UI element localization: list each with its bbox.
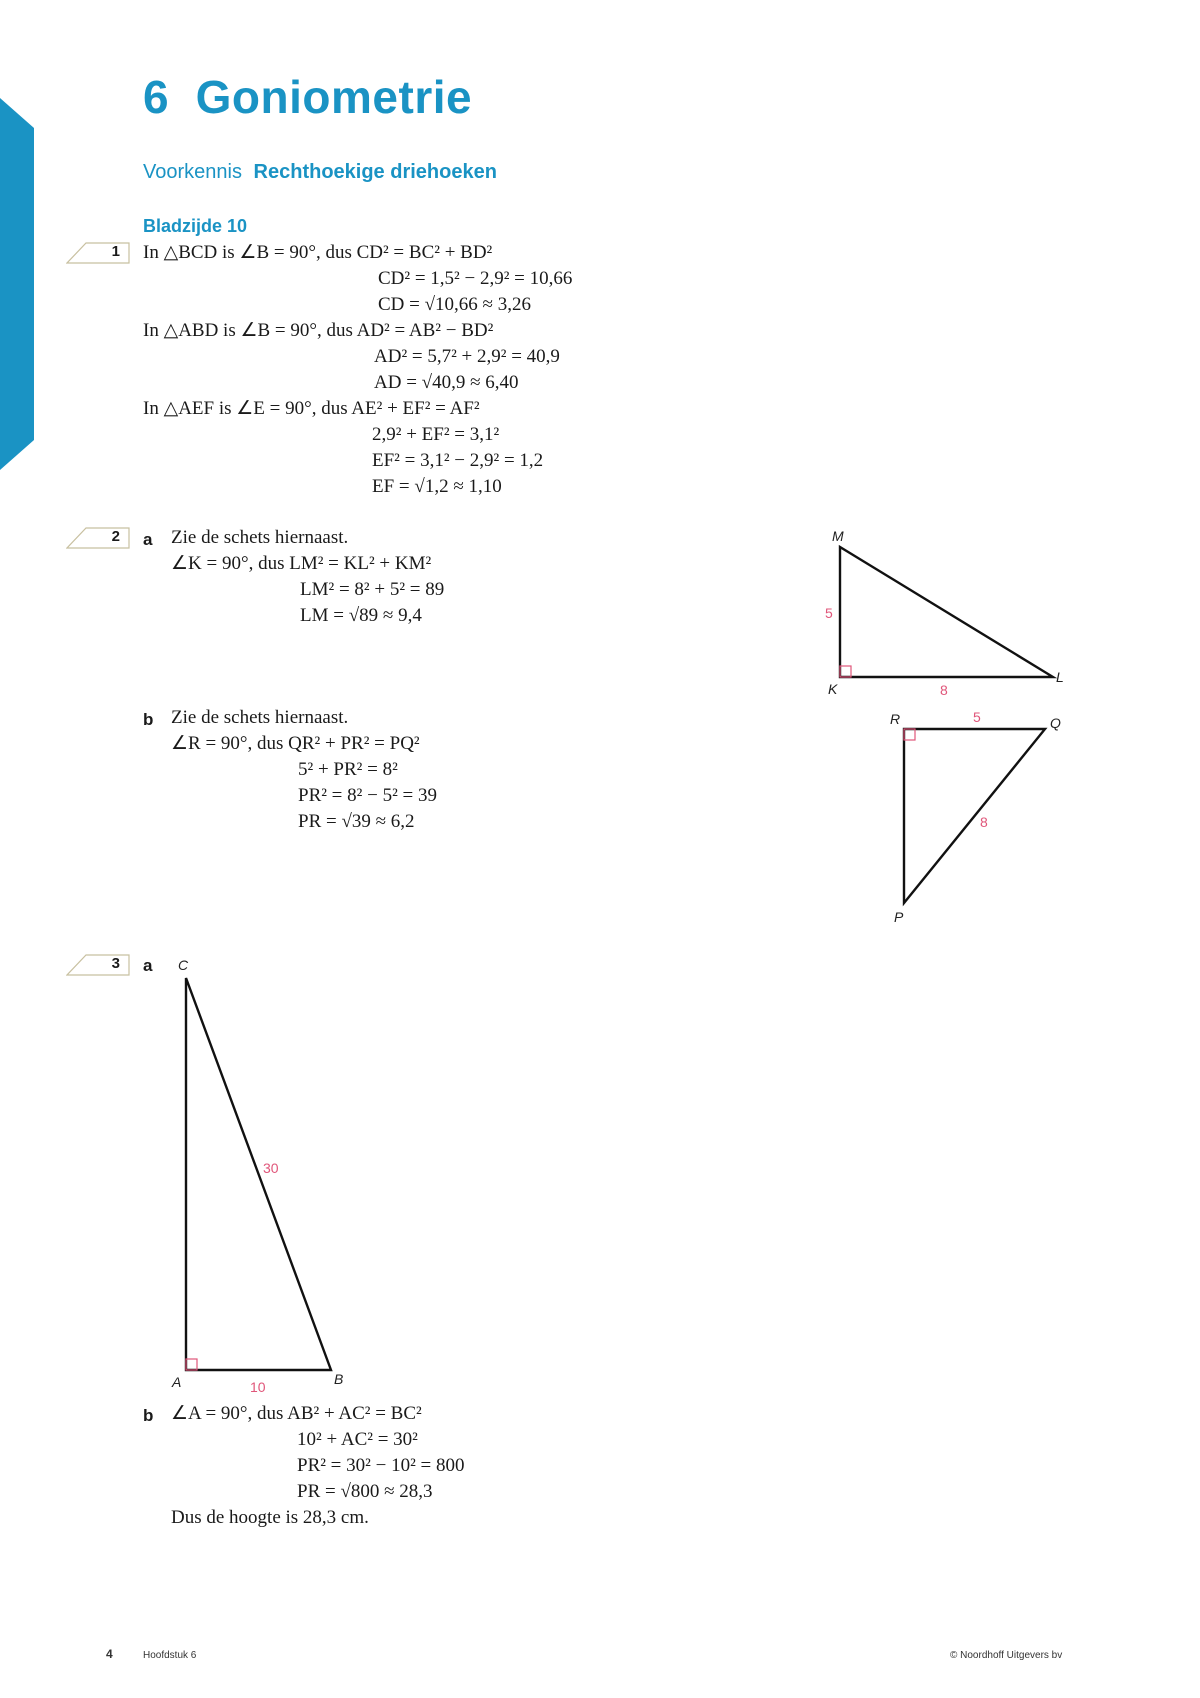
vertex-label-c: C [178,957,189,973]
side-label-pq: 8 [980,814,988,830]
page-reference: Bladzijde 10 [143,216,248,236]
chapter-title [143,70,472,124]
part-letter: a [143,530,153,549]
side-label-ab: 10 [250,1379,266,1395]
side-tab-decoration [0,98,34,470]
section-heading [143,161,497,184]
vertex-label-q: Q [1050,715,1061,731]
footer-copyright: © Noordhoff Uitgevers bv [950,1650,1063,1661]
solution-line: AD² = 5,7² + 2,9² = 40,9 [374,346,560,367]
side-label-rq: 5 [973,709,981,725]
side-label-kl: 8 [940,682,948,698]
triangle-klm [840,547,1053,677]
solution-line: Zie de schets hiernaast. [171,707,349,728]
chapter-name: Goniometrie [195,71,473,123]
page-number: 4 [106,1647,113,1661]
part-letter: a [143,956,153,975]
side-label-bc: 30 [263,1160,279,1176]
vertex-label-b: B [334,1371,344,1387]
exercise-number: 1 [111,243,120,260]
exercise-number: 2 [111,528,120,545]
exercise-number-tag [66,242,130,264]
exercise-number-tag [66,954,130,976]
solution-line: In △BCD is ∠B = 90°, dus CD² = BC² + BD² [143,242,493,263]
triangle-pqr-figure [880,705,1080,930]
solution-line: PR = √39 ≈ 6,2 [298,811,415,832]
solution-line: EF² = 3,1² − 2,9² = 1,2 [372,450,544,471]
part-letter: b [143,710,154,729]
vertex-label-p: P [894,909,904,925]
solution-line: PR² = 30² − 10² = 800 [297,1455,465,1476]
vertex-label-r: R [890,711,901,727]
triangle-pqr [904,729,1045,903]
exercise-number: 3 [111,955,120,972]
solution-line: ∠A = 90°, dus AB² + AC² = BC² [171,1403,422,1424]
section-prefix: Voorkennis [143,161,242,183]
solution-line: 10² + AC² = 30² [297,1429,418,1450]
solution-line: LM² = 8² + 5² = 89 [300,579,445,600]
solution-line: ∠R = 90°, dus QR² + PR² = PQ² [171,733,420,754]
solution-line: CD² = 1,5² − 2,9² = 10,66 [378,268,573,289]
solution-line: AD = √40,9 ≈ 6,40 [374,372,519,393]
solution-line: ∠K = 90°, dus LM² = KL² + KM² [171,553,432,574]
solution-line: 5² + PR² = 8² [298,759,398,780]
chapter-number: 6 [143,71,170,123]
triangle-abc [186,978,331,1370]
triangle-klm-figure [820,525,1070,700]
right-angle-marker [904,729,915,740]
exercise-number-tag [66,527,130,549]
part-letter: b [143,1406,154,1425]
solution-line: In △AEF is ∠E = 90°, dus AE² + EF² = AF² [143,398,480,419]
solution-line: Zie de schets hiernaast. [171,527,349,548]
right-angle-marker [840,666,851,677]
solution-line: Dus de hoogte is 28,3 cm. [171,1507,369,1528]
vertex-label-a: A [172,1374,182,1390]
footer-chapter-label: Hoofdstuk 6 [143,1650,197,1661]
side-label-km: 5 [825,605,833,621]
right-angle-marker [186,1359,197,1370]
solution-line: PR = √800 ≈ 28,3 [297,1481,433,1502]
vertex-label-k: K [828,681,838,697]
solution-line: LM = √89 ≈ 9,4 [300,605,422,626]
solution-line: 2,9² + EF² = 3,1² [372,424,500,445]
triangle-abc-figure [160,950,360,1402]
solution-line: CD = √10,66 ≈ 3,26 [378,294,531,315]
solution-line: EF = √1,2 ≈ 1,10 [372,476,502,497]
solution-line: PR² = 8² − 5² = 39 [298,785,437,806]
vertex-label-l: L [1056,669,1064,685]
solution-line: In △ABD is ∠B = 90°, dus AD² = AB² − BD² [143,320,494,341]
section-name: Rechthoekige driehoeken [253,161,497,183]
vertex-label-m: M [832,528,844,544]
